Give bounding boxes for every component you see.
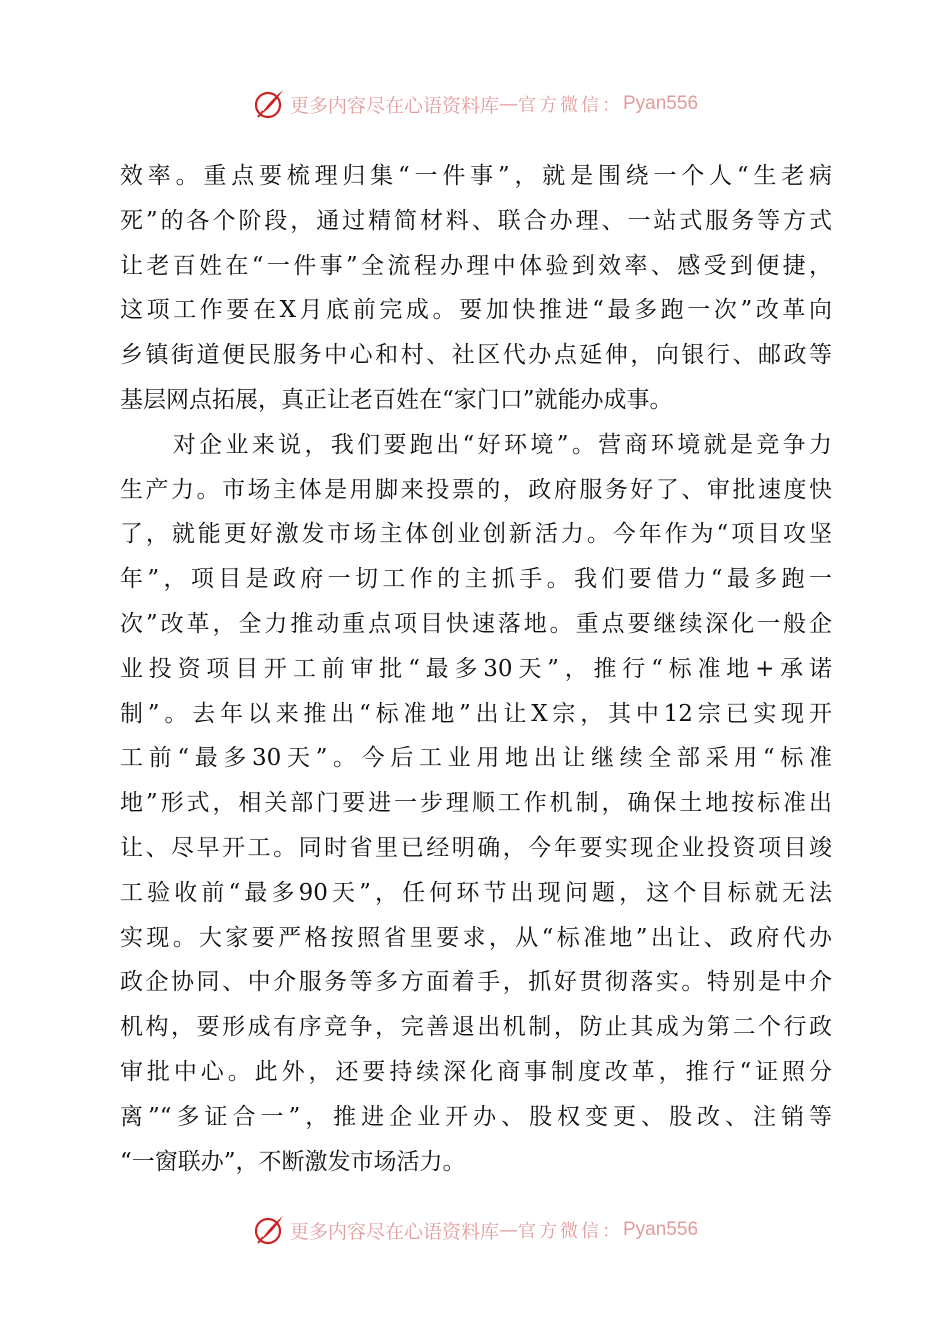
header-wechat-label: 官方微信： [518,95,623,116]
text-line: 基层网点拓展，真正让老百姓在“家门口”就能办成事。 [120,386,673,413]
header-watermark [0,84,950,124]
footer-wechat-label: 官方微信： [518,1221,623,1242]
header-brand-text: 更多内容尽在心语资料库 [289,94,499,117]
text-line: 让、尽早开工。同时省里已经明确，今年要实现企业投资项目竣 [120,834,832,861]
document-body [120,154,832,1184]
text-line: 死”的各个阶段，通过精简材料、联合办理、一站式服务等方式 [120,207,832,234]
footer-brand-text: 更多内容尽在心语资料库 [289,1220,499,1243]
text-line: 审批中心。此外，还要持续深化商事制度改革，推行“证照分 [120,1058,832,1085]
quill-logo-icon [252,1213,286,1247]
text-line: 地”形式，相关部门要进一步理顺工作机制，确保土地按标准出 [120,790,832,817]
header-separator: — [499,93,518,115]
text-line: 工验收前“最多90天”，任何环节出现问题，这个目标就无法 [120,879,832,906]
quill-logo-icon [252,87,286,121]
footer-watermark [0,1210,950,1250]
text-line: 业投资项目开工前审批“最多30天”，推行“标准地+承诺 [120,655,832,682]
header-wechat-id: Pyan556 [623,93,699,114]
text-line: 机构，要形成有序竞争，完善退出机制，防止其成为第二个行政 [120,1014,832,1041]
text-line: 让老百姓在“一件事”全流程办理中体验到效率、感受到便捷， [120,252,832,279]
text-line: 次”改革，全力推动重点项目快速落地。重点要继续深化一般企 [120,610,832,637]
text-line: 对企业来说，我们要跑出“好环境”。营商环境就是竞争力 [120,431,832,458]
text-line: 生产力。市场主体是用脚来投票的，政府服务好了、审批速度快 [120,476,832,503]
text-line: 乡镇街道便民服务中心和村、社区代办点延伸，向银行、邮政等 [120,342,832,369]
text-line: 效率。重点要梳理归集“一件事”，就是围绕一个人“生老病 [120,163,832,189]
text-line: 离”“多证合一”，推进企业开办、股权变更、股改、注销等 [120,1103,832,1130]
text-line: 年”，项目是政府一切工作的主抓手。我们要借力“最多跑一 [120,566,832,593]
footer-wechat-id: Pyan556 [623,1219,699,1240]
text-line: 实现。大家要严格按照省里要求，从“标准地”出让、政府代办 [120,924,832,951]
footer-separator: — [499,1219,518,1241]
text-line: 制”。去年以来推出“标准地”出让X宗，其中12宗已实现开 [120,700,832,727]
text-line: 这项工作要在X月底前完成。要加快推进“最多跑一次”改革向 [120,297,832,324]
text-line: 政企协同、中介服务等多方面着手，抓好贯彻落实。特别是中介 [120,969,832,996]
text-line: 工前“最多30天”。今后工业用地出让继续全部采用“标准 [120,745,832,772]
text-line: “一窗联办”，不断激发市场活力。 [120,1148,466,1175]
text-line: 了，就能更好激发市场主体创业创新活力。今年作为“项目攻坚 [120,521,832,548]
